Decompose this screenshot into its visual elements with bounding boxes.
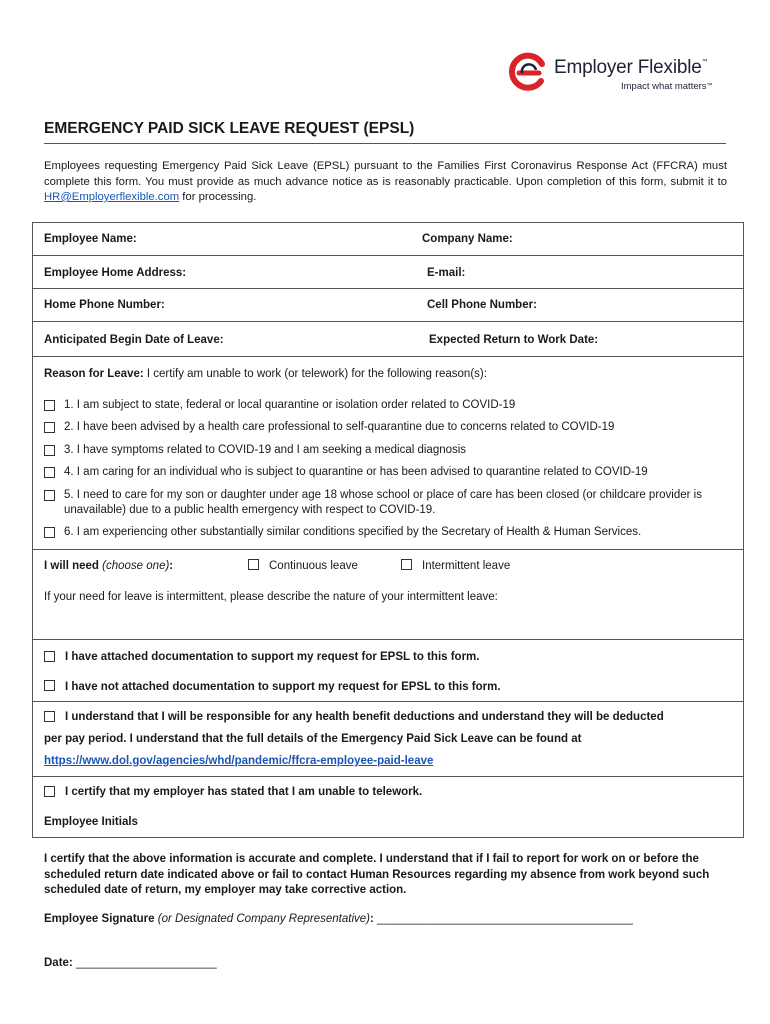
company-name-label: Company Name:: [422, 233, 513, 245]
reason-3-checkbox[interactable]: [44, 445, 55, 456]
signature-line: [44, 913, 633, 925]
row-home-address: [32, 255, 744, 289]
docs-attached-label: I have attached documentation to support my request for EPSL to this form.: [65, 651, 480, 663]
telework-checkbox[interactable]: [44, 786, 55, 797]
understand-line-2: per pay period. I understand that the full details of the Emergency Paid Sick Leave can be found at: [44, 733, 582, 745]
understand-line-1: I understand that I will be responsible for any health benefit deductions and understand they will be deducted: [65, 711, 664, 723]
reason-2-checkbox[interactable]: [44, 422, 55, 433]
leave-type-heading: [44, 560, 173, 572]
telework-label: I certify that my employer has stated that I am unable to telework.: [65, 786, 423, 798]
documentation-section: [32, 639, 744, 702]
dol-link[interactable]: https://www.dol.gov/agencies/whd/pandemic/ffcra-employee-paid-leave: [44, 755, 434, 767]
signature-label: Employee Signature: [44, 913, 155, 925]
continuous-leave-checkbox[interactable]: [248, 559, 259, 570]
logo-tagline-tm: ™: [706, 83, 713, 89]
docs-not-attached-checkbox[interactable]: [44, 680, 55, 691]
reason-6-checkbox[interactable]: [44, 527, 55, 538]
cell-phone-label: Cell Phone Number:: [427, 299, 537, 311]
begin-date-label: Anticipated Begin Date of Leave:: [44, 334, 224, 346]
signature-paren: (or Designated Company Representative): [154, 913, 370, 925]
reason-5-label: 5. I need to care for my son or daughter under age 18 whose school or place of care has been closed (or childcare provider is unavailable) due to a public health emergency with respect to COVID-19.: [64, 489, 702, 516]
understand-section: [32, 701, 744, 777]
need-choose: (choose one): [98, 560, 170, 572]
employer-flexible-logo: [508, 50, 728, 98]
signature-blank[interactable]: ________________________________________: [373, 913, 633, 925]
home-phone-label: Home Phone Number:: [44, 299, 165, 311]
intro-text: Employees requesting Emergency Paid Sick Leave (EPSL) pursuant to the Families First Coronavirus Response Act (FFCRA) must complete this form. You must provide as much advance notice as is reasonably practicable. Upon completion of this form, submit it to: [44, 160, 727, 188]
reason-3-label: 3. I have symptoms related to COVID-19 and I am seeking a medical diagnosis: [64, 444, 467, 456]
reason-section: [32, 356, 744, 550]
hr-email-link[interactable]: HR@Employerflexible.com: [44, 191, 180, 203]
docs-attached-checkbox[interactable]: [44, 651, 55, 662]
reason-1-label: 1. I am subject to state, federal or local quarantine or isolation order related to COVID-19: [64, 399, 516, 411]
docs-not-attached-label: I have not attached documentation to support my request for EPSL to this form.: [65, 681, 501, 693]
logo-tm: ™: [701, 59, 708, 65]
row-leave-dates: [32, 321, 744, 357]
reason-6-label: 6. I am experiencing other substantially similar conditions specified by the Secretary of Health & Human Services.: [64, 526, 642, 538]
reason-heading: [44, 368, 487, 380]
logo-name: Employer Flexible: [554, 57, 702, 78]
employee-name-label: Employee Name:: [44, 233, 137, 245]
intro-text-end: for processing.: [179, 191, 257, 203]
home-address-label: Employee Home Address:: [44, 267, 187, 279]
reason-label: Reason for Leave:: [44, 368, 144, 380]
date-line: [44, 957, 217, 969]
reason-5-checkbox[interactable]: [44, 490, 55, 501]
intermittent-describe-label: If your need for leave is intermittent, please describe the nature of your intermittent leave:: [44, 591, 498, 603]
row-phone-numbers: [32, 288, 744, 322]
reason-1-checkbox[interactable]: [44, 400, 55, 411]
row-employee-name: [32, 222, 744, 256]
reason-2-label: 2. I have been advised by a health care professional to self-quarantine due to concerns related to COVID-19: [64, 421, 615, 433]
signature-colon: :: [369, 913, 374, 925]
need-label: I will need: [44, 560, 99, 572]
telework-section: [32, 776, 744, 838]
form-title: EMERGENCY PAID SICK LEAVE REQUEST (EPSL): [44, 120, 415, 137]
understand-checkbox[interactable]: [44, 711, 55, 722]
continuous-leave-label: Continuous leave: [269, 560, 358, 572]
reason-intro: I certify am unable to work (or telework) for the following reason(s):: [143, 368, 487, 380]
intro-paragraph: [44, 159, 727, 206]
reason-4-checkbox[interactable]: [44, 467, 55, 478]
email-label: E-mail:: [427, 267, 466, 279]
certification-statement: I certify that the above information is accurate and complete. I understand that if I fail to report for work on or before the scheduled return date indicated above or fail to contact Human Resources regarding my absence from work beyond such scheduled date of return, my employer may take corrective action.: [44, 853, 710, 896]
logo-e-icon: [508, 52, 548, 92]
logo-tagline: Impact what matters: [621, 81, 707, 92]
need-colon: :: [169, 560, 174, 572]
date-label: Date:: [44, 957, 73, 969]
employee-initials-label: Employee Initials: [44, 816, 138, 828]
intermittent-leave-label: Intermittent leave: [422, 560, 511, 572]
return-date-label: Expected Return to Work Date:: [429, 334, 599, 346]
intermittent-leave-checkbox[interactable]: [401, 559, 412, 570]
reason-4-label: 4. I am caring for an individual who is subject to quarantine or has been advised to quarantine related to COVID-19: [64, 466, 648, 478]
leave-type-section: [32, 549, 744, 640]
date-blank[interactable]: ______________________: [72, 957, 217, 969]
title-divider: [44, 143, 726, 144]
